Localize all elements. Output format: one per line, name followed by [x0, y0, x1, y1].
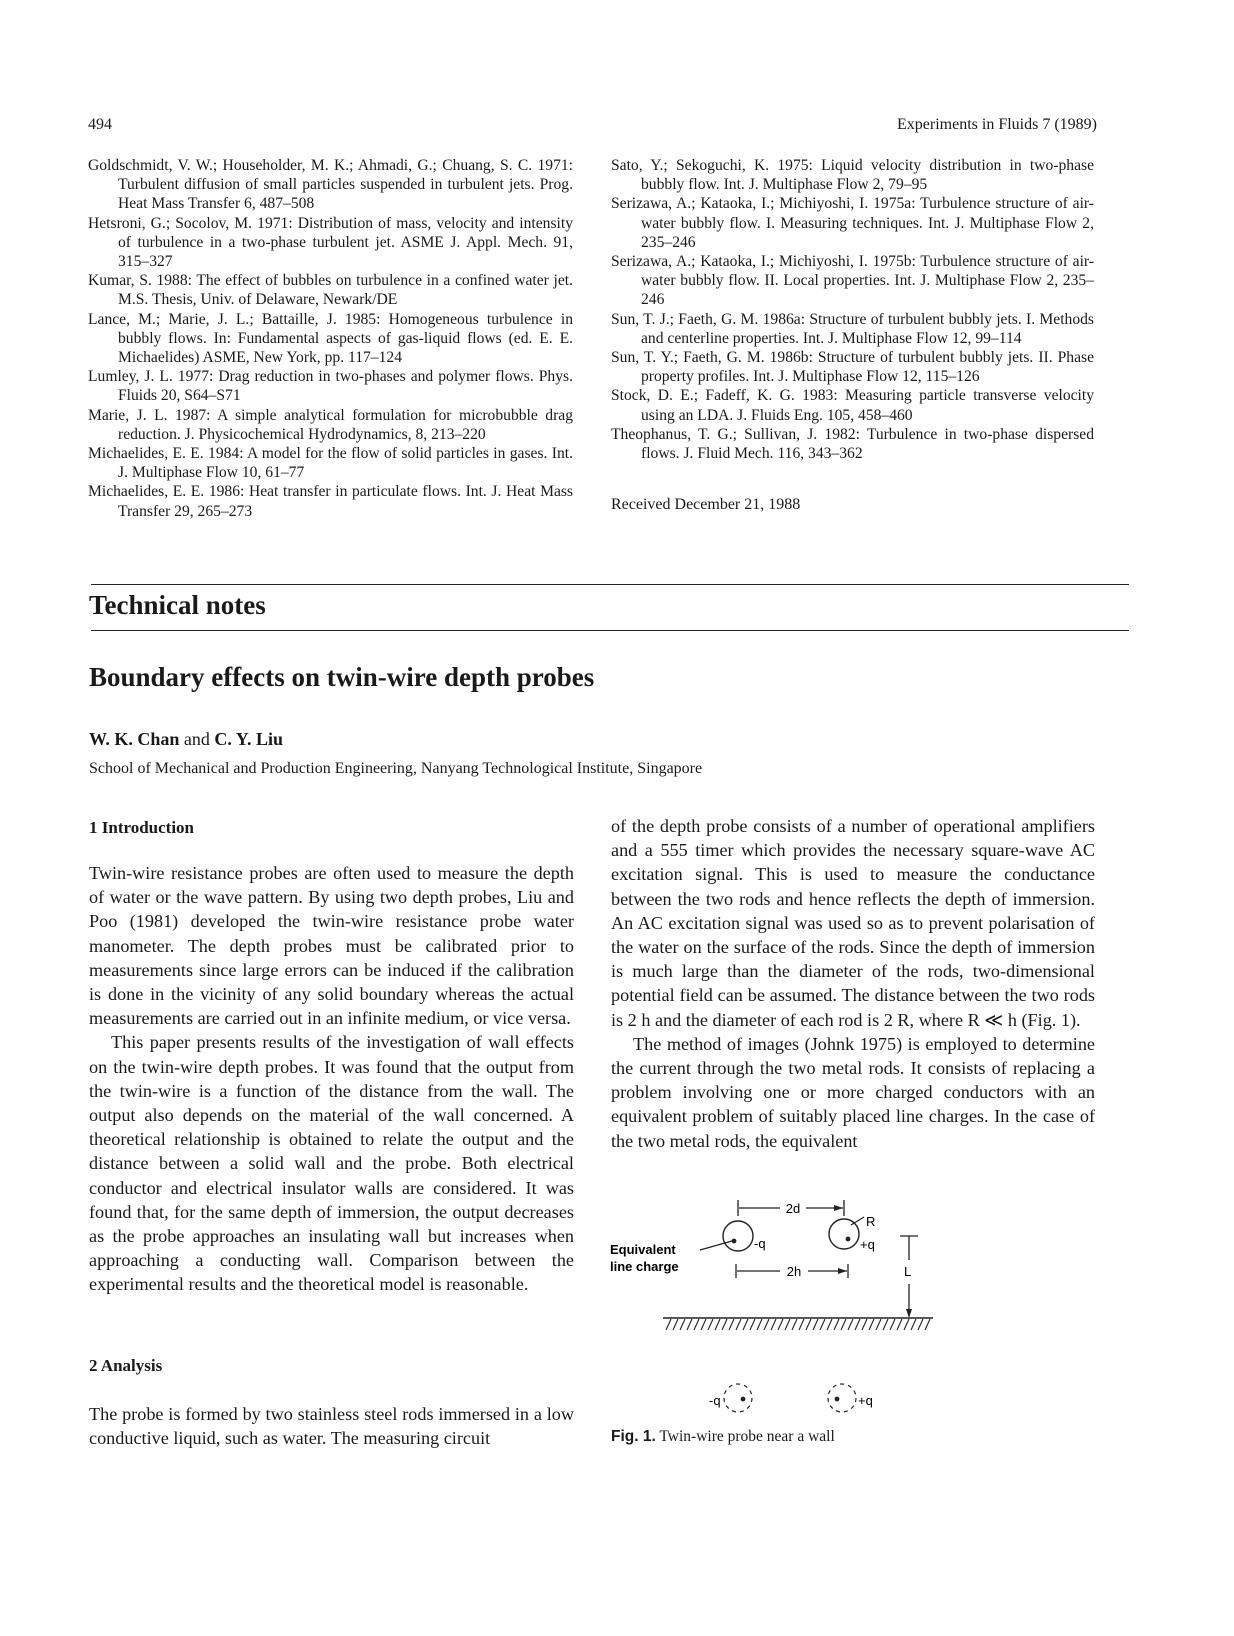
- analysis-body: [89, 1402, 574, 1450]
- hatch-mark: [778, 1319, 783, 1330]
- hatch-mark: [904, 1319, 909, 1330]
- line-charge-right: [846, 1237, 851, 1242]
- reference-item: Lumley, J. L. 1977: Drag reduction in two-phases and polymer flows. Phys. Fluids 20, S64–S71: [88, 368, 573, 405]
- hatch-mark: [855, 1319, 860, 1330]
- label-line-charge: line charge: [610, 1259, 679, 1274]
- hatch-mark: [806, 1319, 811, 1330]
- section-rule-bottom: [91, 630, 1129, 631]
- author-1: W. K. Chan: [89, 729, 180, 749]
- reference-item: Goldschmidt, V. W.; Householder, M. K.; Ahmadi, G.; Chuang, S. C. 1971: Turbulent diffusion of small particles suspended in turbulent jets. Prog. Heat Mass Transfer 6, 487–508: [88, 157, 573, 213]
- figure-1-caption-label: Fig. 1.: [611, 1428, 656, 1445]
- hatch-mark: [701, 1319, 706, 1330]
- hatch-mark: [883, 1319, 888, 1330]
- hatch-mark: [911, 1319, 916, 1330]
- label-2d: 2d: [785, 1201, 801, 1216]
- intro-body: [89, 861, 574, 1297]
- label-R: R: [866, 1214, 876, 1229]
- hatch-mark: [918, 1319, 923, 1330]
- dim-2d-arrowhead: [834, 1205, 843, 1211]
- hatch-mark: [876, 1319, 881, 1330]
- hatch-mark: [897, 1319, 902, 1330]
- section-rule-top: [91, 584, 1129, 585]
- right-paragraph-2: The method of images (Johnk 1975) is employed to determine the current through the two metal rods. It consists of replacing a problem involving one or more charged conductors with an equivalent problem of suitably placed line charges. In the case of the two metal rods, the equivalent: [611, 1033, 1095, 1151]
- reference-item: Serizawa, A.; Kataoka, I.; Michiyoshi, I. 1975b: Turbulence structure of air-water bubbly flow. II. Local properties. Int. J. Multiphase Flow 2, 235–246: [611, 253, 1094, 309]
- hatch-mark: [834, 1319, 839, 1330]
- hatch-mark: [771, 1319, 776, 1330]
- label-equivalent: Equivalent: [610, 1242, 676, 1257]
- affiliation: School of Mechanical and Production Engineering, Nanyang Technological Institute, Singapore: [89, 760, 703, 777]
- page-number: 494: [88, 116, 112, 133]
- label-image-neg: -q: [709, 1393, 721, 1408]
- hatch-mark: [813, 1319, 818, 1330]
- intro-heading: 1 Introduction: [89, 818, 195, 837]
- reference-item: Stock, D. E.; Fadeff, K. G. 1983: Measuring particle transverse velocity using an LDA. J. Fluids Eng. 105, 458–460: [611, 387, 1094, 424]
- label-L: L: [904, 1264, 912, 1279]
- dim-2h-arrowhead: [838, 1268, 847, 1274]
- intro-paragraph-1: Twin-wire resistance probes are often used to measure the depth of water or the wave pattern. By using two depth probes, Liu and Poo (1981) developed the twin-wire resistance probe water manometer. The depth probes must be calibrated prior to measurements since large errors can be induced if the calibration is done in the vicinity of any solid boundary whereas the actual measurements are carried out in an infinite medium, or vice versa.: [89, 863, 574, 1029]
- hatch-mark: [925, 1319, 930, 1330]
- image-rod-left: [724, 1384, 752, 1412]
- rod-left: [723, 1221, 753, 1251]
- reference-item: Sun, T. J.; Faeth, G. M. 1986a: Structure of turbulent bubbly jets. I. Methods and centerline properties. Int. J. Multiphase Flow 12, 99–114: [611, 310, 1094, 347]
- hatch-mark: [785, 1319, 790, 1330]
- hatch-mark: [715, 1319, 720, 1330]
- figure-1: [608, 1190, 948, 1420]
- references-right: [611, 156, 1094, 463]
- right-column-body: [611, 814, 1095, 1153]
- hatch-mark: [820, 1319, 825, 1330]
- line-charge-left: [732, 1239, 737, 1244]
- hatch-mark: [841, 1319, 846, 1330]
- reference-item: Theophanus, T. G.; Sullivan, J. 1982: Turbulence in two-phase dispersed flows. J. Fluid Mech. 116, 343–362: [611, 425, 1094, 463]
- hatch-mark: [729, 1319, 734, 1330]
- author-2: C. Y. Liu: [214, 729, 284, 749]
- label-neg-q: -q: [754, 1236, 766, 1251]
- references-left: [88, 156, 573, 521]
- hatch-mark: [799, 1319, 804, 1330]
- section-label: Technical notes: [89, 590, 266, 620]
- hatch-mark: [890, 1319, 895, 1330]
- hatch-mark: [764, 1319, 769, 1330]
- authors: [89, 729, 283, 750]
- radius-leader: [851, 1217, 864, 1225]
- intro-paragraph-2: This paper presents results of the investigation of wall effects on the twin-wire depth probes. It was found that the output from the twin-wire is a function of the distance from the wall. The output also depends on the material of the wall concerned. A theoretical relationship is obtained to relate the output and the distance between a solid wall and the probe. Both electrical conductor and electrical insulator walls are considered. It was found that, for the same depth of immersion, the output decreases as the probe approaches an insulating wall but increases when approaching a conducting wall. Comparison between the experimental results and the theoretical model is reasonable.: [89, 1032, 574, 1295]
- hatch-mark: [708, 1319, 713, 1330]
- reference-item: Serizawa, A.; Kataoka, I.; Michiyoshi, I. 1975a: Turbulence structure of air-water bubbly flow. I. Measuring techniques. Int. J. Multiphase Flow 2, 235–246: [611, 195, 1094, 251]
- reference-item: Marie, J. L. 1987: A simple analytical formulation for microbubble drag reduction. J. Physicochemical Hydrodynamics, 8, 213–220: [88, 406, 573, 443]
- hatch-mark: [736, 1319, 741, 1330]
- hatch-mark: [827, 1319, 832, 1330]
- received-date: Received December 21, 1988: [611, 496, 801, 513]
- figure-1-diagram: [608, 1190, 948, 1420]
- label-image-pos: +q: [858, 1393, 873, 1408]
- analysis-heading: 2 Analysis: [89, 1356, 163, 1375]
- image-charge-left: [741, 1397, 746, 1402]
- figure-1-caption-text: Twin-wire probe near a wall: [659, 1428, 835, 1445]
- hatch-mark: [862, 1319, 867, 1330]
- reference-item: Michaelides, E. E. 1984: A model for the flow of solid particles in gases. Int. J. Multiphase Flow 10, 61–77: [88, 445, 573, 482]
- hatch-mark: [722, 1319, 727, 1330]
- figure-1-caption: [611, 1428, 835, 1446]
- hatch-mark: [666, 1319, 671, 1330]
- reference-item: Lance, M.; Marie, J. L.; Battaille, J. 1985: Homogeneous turbulence in bubbly flows. In: Fundamental aspects of gas-liquid flows (ed. E. E. Michaelides) ASME, New York, pp. 117–124: [88, 310, 573, 367]
- hatch-mark: [757, 1319, 762, 1330]
- analysis-paragraph-1: The probe is formed by two stainless steel rods immersed in a low conductive liquid, such as water. The measuring circuit: [89, 1404, 574, 1449]
- hatch-mark: [694, 1319, 699, 1330]
- hatch-mark: [848, 1319, 853, 1330]
- journal-header: Experiments in Fluids 7 (1989): [897, 116, 1097, 133]
- hatch-mark: [750, 1319, 755, 1330]
- reference-item: Sato, Y.; Sekoguchi, K. 1975: Liquid velocity distribution in two-phase bubbly flow. Int. J. Multiphase Flow 2, 79–95: [611, 157, 1094, 194]
- reference-item: Kumar, S. 1988: The effect of bubbles on turbulence in a confined water jet. M.S. Thesis, Univ. of Delaware, Newark/DE: [88, 272, 573, 309]
- reference-item: Sun, T. Y.; Faeth, G. M. 1986b: Structure of turbulent bubbly jets. II. Phase property profiles. Int. J. Multiphase Flow 12, 115–126: [611, 349, 1094, 386]
- right-paragraph-1: of the depth probe consists of a number of operational amplifiers and a 555 timer which provides the necessary square-wave AC excitation signal. This is used to measure the conductance between the two rods and hence reflects the depth of immersion. An AC excitation signal was used so as to prevent polarisation of the water on the surface of the rods. Since the depth of immersion is much large than the diameter of the rods, two-dimensional potential field can be assumed. The distance between the two rods is 2 h and the diameter of each rod is 2 R, where R ≪ h (Fig. 1).: [611, 816, 1095, 1030]
- image-charge-right: [835, 1397, 840, 1402]
- hatch-mark: [680, 1319, 685, 1330]
- reference-item: Hetsroni, G.; Socolov, M. 1971: Distribution of mass, velocity and intensity of turbulence in a two-phase turbulent jet. ASME J. Appl. Mech. 91, 315–327: [88, 214, 573, 271]
- article-title: Boundary effects on twin-wire depth probes: [89, 662, 595, 692]
- wall-hatching: [666, 1319, 930, 1330]
- authors-and: and: [183, 729, 210, 749]
- hatch-mark: [792, 1319, 797, 1330]
- dim-L-arrowhead: [906, 1309, 912, 1318]
- hatch-mark: [673, 1319, 678, 1330]
- hatch-mark: [869, 1319, 874, 1330]
- reference-item: Michaelides, E. E. 1986: Heat transfer in particulate flows. Int. J. Heat Mass Transfer 29, 265–273: [88, 483, 573, 520]
- label-2h: 2h: [786, 1264, 802, 1279]
- hatch-mark: [743, 1319, 748, 1330]
- hatch-mark: [687, 1319, 692, 1330]
- image-rod-right: [828, 1384, 856, 1412]
- label-pos-q-top: +q: [860, 1237, 875, 1252]
